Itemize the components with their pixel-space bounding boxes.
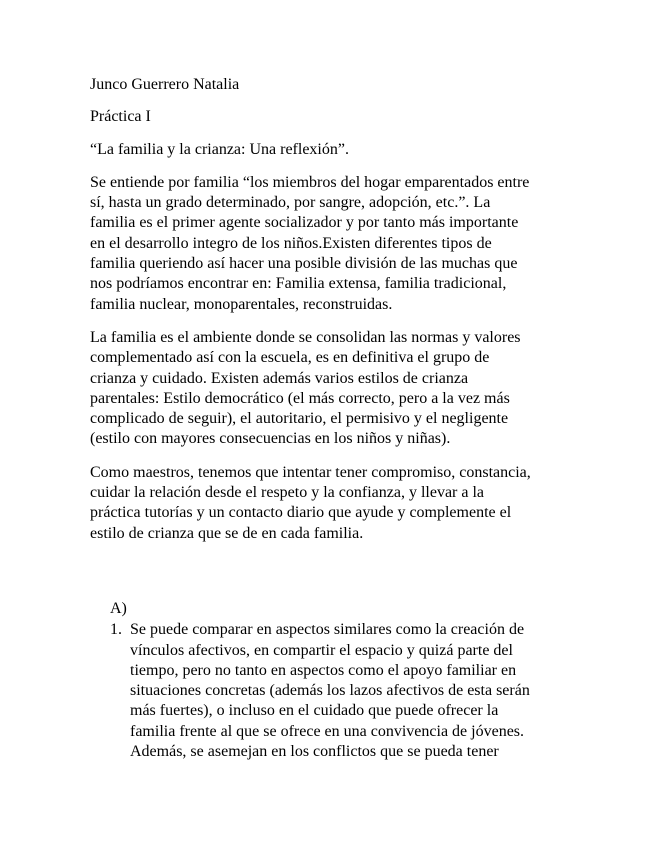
document-content: [90, 75, 572, 762]
paragraph-line: práctica tutorías y un contacto diario que ayude y complemente el: [90, 504, 512, 522]
paragraph-line: nos podríamos encontrar en: Familia extensa, familia tradicional,: [90, 275, 507, 293]
list-item-line: vínculos afectivos, en compartir el espacio y quizá parte del: [130, 641, 513, 659]
paragraph-2: [90, 328, 572, 450]
paragraph-line: (estilo con mayores consecuencias en los niños y niñas).: [90, 430, 451, 448]
section-a-list: [90, 620, 572, 762]
list-item-number: 1.: [110, 621, 122, 639]
paragraph-line: crianza y cuidado. Existen además varios estilos de crianza: [90, 369, 469, 387]
section-spacer: [90, 557, 572, 599]
paragraph-line: Se entiende por familia “los miembros del hogar emparentados entre: [90, 173, 530, 191]
section-a-label: A): [110, 599, 127, 617]
paragraph-1: [90, 173, 572, 315]
practice-label: Práctica I: [90, 108, 151, 126]
paragraph-line: complementado así con la escuela, es en definitiva el grupo de: [90, 349, 490, 367]
essay-title: “La familia y la crianza: Una reflexión”.: [90, 140, 349, 158]
paragraph-3: [90, 463, 572, 544]
list-item-line: tiempo, pero no tanto en aspectos como el apoyo familiar en: [130, 661, 517, 679]
paragraph-line: estilo de crianza que se de en cada familia.: [90, 524, 364, 542]
author-name: Junco Guerrero Natalia: [90, 76, 240, 93]
list-item-line: situaciones concretas (además los lazos afectivos de esta serán: [130, 682, 530, 700]
list-item-line: familia frente al que se ofrece en una convivencia de jóvenes.: [130, 722, 525, 740]
paragraph-line: La familia es el ambiente donde se consolidan las normas y valores: [90, 328, 521, 346]
list-item-line: Además, se asemejan en los conflictos que se pueda tener: [130, 743, 499, 761]
paragraph-line: en el desarrollo integro de los niños.Existen diferentes tipos de: [90, 234, 492, 252]
list-item: [90, 620, 572, 762]
paragraph-line: complicado de seguir), el autoritario, el permisivo y el negligente: [90, 410, 509, 428]
paragraph-line: familia queriendo así hacer una posible división de las muchas que: [90, 255, 518, 273]
list-item-line: más fuertes), o incluso en el cuidado que puede ofrecer la: [130, 702, 499, 720]
paragraph-line: familia es el primer agente socializador y por tanto más importante: [90, 214, 519, 232]
paragraph-line: sí, hasta un grado determinado, por sangre, adopción, etc.”. La: [90, 194, 491, 212]
paragraph-line: cuidar la relación desde el respeto y la confianza, y llevar a la: [90, 484, 485, 502]
paragraph-line: Como maestros, tenemos que intentar tener compromiso, constancia,: [90, 463, 531, 481]
paragraph-line: parentales: Estilo democrático (el más correcto, pero a la vez más: [90, 389, 510, 407]
list-item-line: Se puede comparar en aspectos similares como la creación de: [130, 621, 525, 639]
paragraph-line: familia nuclear, monoparentales, reconstruidas.: [90, 295, 393, 313]
